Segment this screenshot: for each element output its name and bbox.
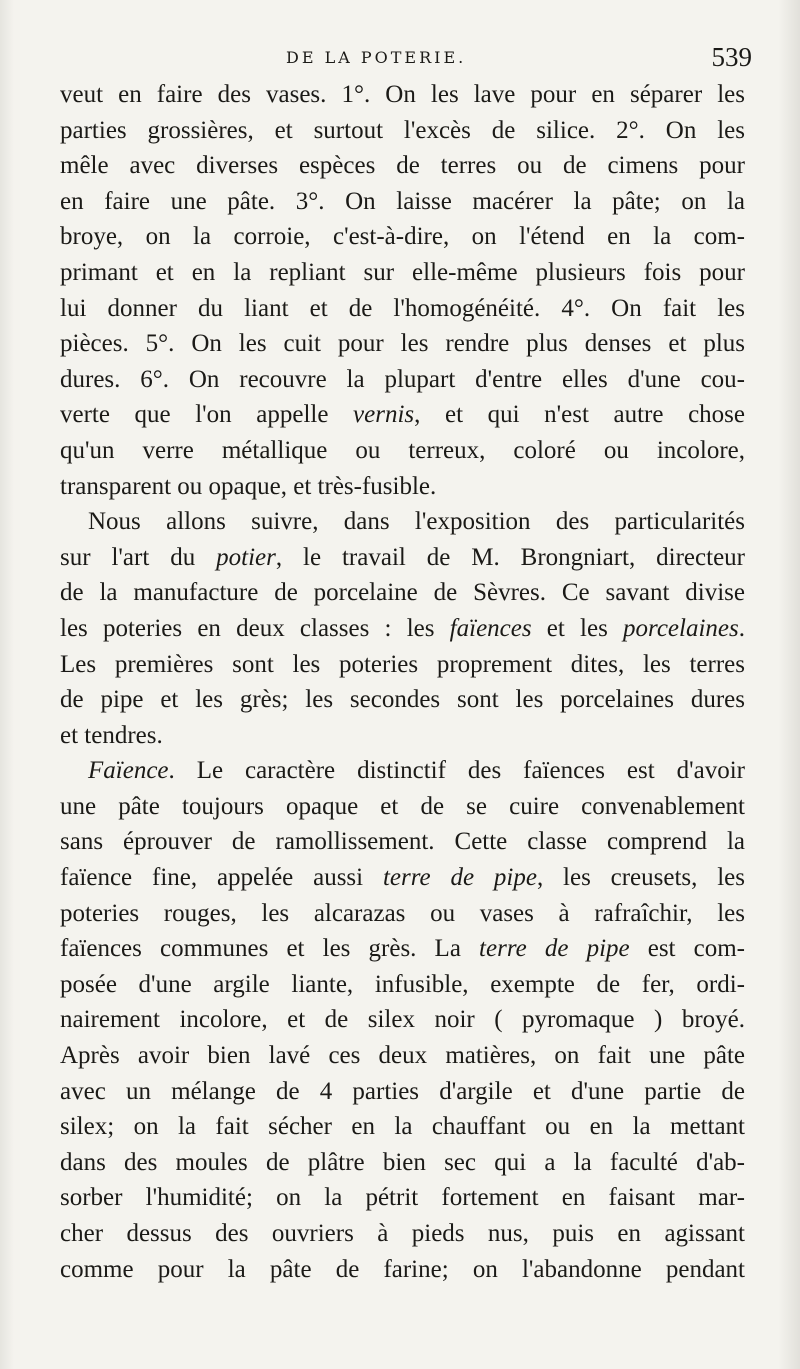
text-line: posée d'une argile liante, infusible, exempte de fer, ordi- <box>60 970 745 998</box>
text-line: qu'un verre métallique ou terreux, coloré ou incolore, <box>60 436 745 464</box>
italic-term: faïences <box>449 614 532 642</box>
page-header <box>60 42 760 78</box>
paragraph-first-line <box>60 753 745 789</box>
text-line <box>60 931 745 967</box>
paragraph-first-line: Nous allons suivre, dans l'exposition des particularités <box>88 508 745 536</box>
text-run: faïences communes et les grès. La <box>60 935 480 963</box>
text-run: , le travail de M. Brongniart, directeur <box>275 543 745 571</box>
italic-term: terre de pipe <box>479 935 630 963</box>
italic-term: potier <box>216 543 276 571</box>
text-line: comme pour la pâte de farine; on l'abandonne pendant <box>60 1255 745 1283</box>
text-run: est com- <box>629 935 745 963</box>
text-line: Les premières sont les poteries proprement dites, les terres <box>60 650 745 678</box>
text-line: lui donner du liant et de l'homogénéité. 4°. On fait les <box>60 294 745 322</box>
text-line <box>60 860 745 896</box>
text-run: . Le caractère distinctif des faïences est d'avoir <box>168 757 745 785</box>
text-line: avec un mélange de 4 parties d'argile et d'une partie de <box>60 1077 745 1105</box>
text-line: broye, on la corroie, c'est-à-dire, on l'étend en la com- <box>60 223 745 251</box>
text-run: et les <box>531 614 624 642</box>
text-line: dans des moules de plâtre bien sec qui a la faculté d'ab- <box>60 1148 745 1176</box>
section-heading: Faïence <box>88 757 169 785</box>
page-shadow-left <box>0 0 14 1369</box>
text-run: verte que l'on appelle <box>60 401 354 429</box>
text-line: une pâte toujours opaque et de se cuire convenablement <box>60 792 745 820</box>
body-text <box>60 77 745 1287</box>
text-line: parties grossières, et surtout l'excès de silice. 2°. On les <box>60 116 745 144</box>
text-run: sur l'art du <box>60 543 217 571</box>
text-line: sans éprouver de ramollissement. Cette classe comprend la <box>60 828 745 856</box>
text-line <box>60 611 745 647</box>
text-line: de la manufacture de porcelaine de Sèvres. Ce savant divise <box>60 579 745 607</box>
text-line: pièces. 5°. On les cuit pour les rendre plus denses et plus <box>60 330 745 358</box>
text-line: et tendres. <box>60 721 163 749</box>
text-line: transparent ou opaque, et très-fusible. <box>60 472 437 500</box>
italic-term: terre de pipe <box>382 864 537 892</box>
text-line: en faire une pâte. 3°. On laisse macérer la pâte; on la <box>60 187 745 215</box>
text-run: , et qui n'est autre chose <box>414 401 745 429</box>
text-line: Après avoir bien lavé ces deux matières, on fait une pâte <box>60 1042 745 1070</box>
text-run: , les creusets, les <box>536 864 745 892</box>
italic-term: porcelaines <box>623 614 739 642</box>
text-line <box>60 397 745 433</box>
italic-term: vernis <box>353 401 415 429</box>
text-line: primant et en la repliant sur elle-même plusieurs fois pour <box>60 258 745 286</box>
text-line <box>60 540 745 576</box>
text-line: mêle avec diverses espèces de terres ou de cimens pour <box>60 152 745 180</box>
page-shadow-right <box>778 0 800 1369</box>
text-line: dures. 6°. On recouvre la plupart d'entre elles d'une cou- <box>60 365 745 393</box>
text-line: cher dessus des ouvriers à pieds nus, puis en agissant <box>60 1220 745 1247</box>
text-run: faïence fine, appelée aussi <box>60 864 383 892</box>
text-line: veut en faire des vases. 1°. On les lave pour en séparer les <box>60 81 745 108</box>
text-line: poteries rouges, les alcarazas ou vases à rafraîchir, les <box>60 899 745 927</box>
text-line: de pipe et les grès; les secondes sont les porcelaines dures <box>60 686 745 714</box>
text-line: silex; on la fait sécher en la chauffant ou en la mettant <box>60 1113 745 1141</box>
text-run: . <box>738 614 745 642</box>
text-run: les poteries en deux classes : les <box>60 614 450 642</box>
page-number: 539 <box>711 42 752 72</box>
running-head: DE LA POTERIE. <box>286 48 467 67</box>
text-line: sorber l'humidité; on la pétrit fortement en faisant mar- <box>60 1184 745 1212</box>
text-line: nairement incolore, et de silex noir ( pyromaque ) broyé. <box>60 1006 745 1034</box>
